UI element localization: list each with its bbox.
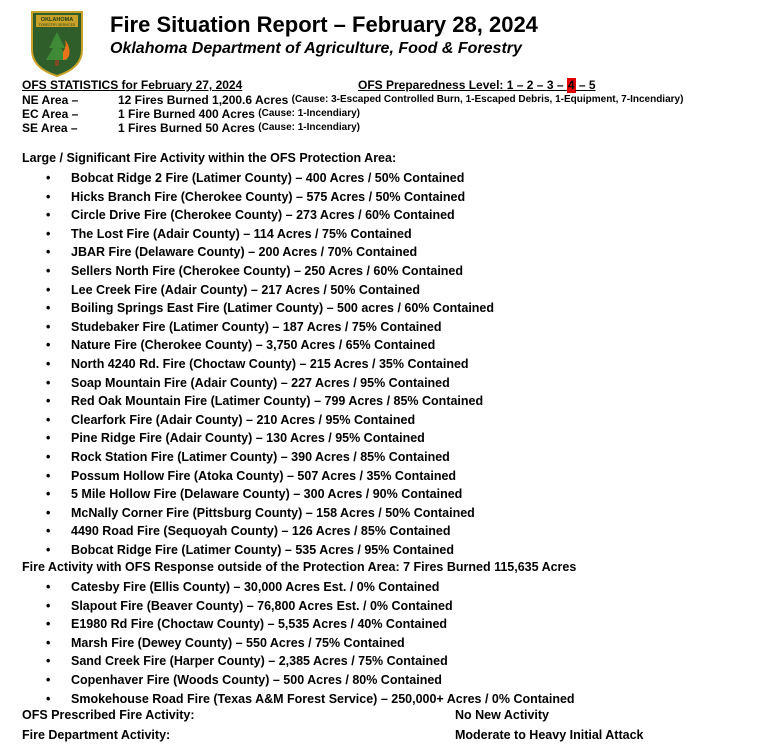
bullet-icon: • [46,468,51,483]
fire-list-item [46,485,494,504]
area-cause: (Cause: 3-Escaped Controlled Burn, 1-Escaped Debris, 1-Equipment, 7-Incendiary) [291,94,684,105]
fire-entry: Marsh Fire (Dewey County) – 550 Acres / 75% Contained [71,635,405,650]
fire-entry: Possum Hollow Fire (Atoka County) – 507 Acres / 35% Contained [71,468,457,483]
fire-list-item [46,522,494,541]
bullet-icon: • [46,301,51,316]
bullet-icon: • [46,319,51,334]
bullet-icon: • [46,338,51,353]
report-subtitle: Oklahoma Department of Agriculture, Food & Forestry [110,40,522,57]
fire-list-item [46,652,575,671]
bullet-icon: • [46,171,51,185]
outside-area-heading: Fire Activity with OFS Response outside of the Protection Area: 7 Fires Burned 115,635 Acres [22,560,577,574]
report-title: Fire Situation Report – February 28, 2024 [110,12,538,37]
fire-entry: Lee Creek Fire (Adair County) – 217 Acres / 50% Contained [71,282,420,297]
svg-text:OKLAHOMA: OKLAHOMA [40,17,74,23]
fire-list-item [46,634,575,653]
ofs-logo [30,10,84,78]
fire-entry: Smokehouse Road Fire (Texas A&M Forest Service) – 250,000+ Acres / 0% Contained [71,691,575,706]
bullet-icon: • [46,394,51,409]
preparedness-label: OFS Preparedness Level: [358,78,504,92]
area-summary: 1 Fires Burned 50 Acres [118,121,255,135]
area-cause: (Cause: 1-Incendiary) [258,108,360,119]
area-name: SE Area – [22,121,78,135]
fire-list-item [46,392,494,411]
fire-entry: 5 Mile Hollow Fire (Delaware County) – 300 Acres / 90% Contained [71,487,463,502]
bullet-icon: • [46,431,51,446]
bullet-icon: • [46,208,51,223]
fire-list-item [46,206,494,225]
area-summary: 12 Fires Burned 1,200.6 Acres [118,93,289,107]
fire-entry: Bobcat Ridge Fire (Latimer County) – 535 Acres / 95% Contained [71,542,454,557]
svg-text:FORESTRY SERVICES: FORESTRY SERVICES [38,23,76,27]
area-cause: (Cause: 1-Incendiary) [258,122,360,133]
fire-entry: McNally Corner Fire (Pittsburg County) – 158 Acres / 50% Contained [71,505,475,520]
outside-fire-list [46,578,575,708]
fire-entry: Soap Mountain Fire (Adair County) – 227 Acres / 95% Contained [71,375,450,390]
bullet-icon: • [46,412,51,427]
protection-fire-list [46,169,494,559]
area-row-ec [22,107,683,121]
bullet-icon: • [46,505,51,520]
fire-entry: Rock Station Fire (Latimer County) – 390 Acres / 85% Contained [71,449,450,464]
bullet-icon: • [46,635,51,650]
bullet-icon: • [46,375,51,390]
department-label: Fire Department Activity: [22,728,171,742]
fire-entry: Sellers North Fire (Cherokee County) – 250 Acres / 60% Contained [71,263,464,278]
bullet-icon: • [46,189,51,204]
area-row-ne [22,93,683,107]
fire-list-item [46,541,494,560]
fire-entry: Red Oak Mountain Fire (Latimer County) – 799 Acres / 85% Contained [71,394,484,409]
fire-entry: Nature Fire (Cherokee County) – 3,750 Acres / 65% Contained [71,338,436,353]
level-5: 5 [588,78,596,92]
level-1: 1 [506,78,514,92]
bullet-icon: • [46,691,51,706]
bullet-icon: • [46,598,51,613]
area-name: NE Area – [22,93,79,107]
fire-list-item [46,578,575,597]
fire-entry: The Lost Fire (Adair County) – 114 Acres / 75% Contained [71,226,412,241]
bullet-icon: • [46,654,51,669]
fire-entry: Sand Creek Fire (Harper County) – 2,385 Acres / 75% Contained [71,654,448,669]
fire-list-item [46,318,494,337]
bullet-icon: • [46,356,51,371]
protection-area-heading: Large / Significant Fire Activity within the OFS Protection Area: [22,151,397,165]
bullet-icon: • [46,617,51,632]
fire-list-item [46,374,494,393]
fire-list-item [46,355,494,374]
stats-header [22,78,683,93]
fire-list-item [46,188,494,207]
fire-entry: Circle Drive Fire (Cherokee County) – 273 Acres / 60% Contained [71,208,455,223]
bullet-icon: • [46,524,51,539]
bullet-icon: • [46,245,51,260]
area-name: EC Area – [22,107,79,121]
fire-entry: Clearfork Fire (Adair County) – 210 Acres / 95% Contained [71,412,416,427]
fire-entry: Catesby Fire (Ellis County) – 30,000 Acres Est. / 0% Contained [71,580,440,594]
fire-list-item [46,243,494,262]
fire-list-item [46,429,494,448]
bullet-icon: • [46,672,51,687]
bullet-icon: • [46,226,51,241]
bullet-icon: • [46,263,51,278]
fire-list-item [46,615,575,634]
fire-entry: Studebaker Fire (Latimer County) – 187 Acres / 75% Contained [71,319,442,334]
fire-entry: North 4240 Rd. Fire (Choctaw County) – 215 Acres / 35% Contained [71,356,469,371]
fire-list-item [46,225,494,244]
fire-list-item [46,262,494,281]
fire-department-row [22,728,643,742]
prescribed-value: No New Activity [455,708,550,722]
ofs-statistics [22,78,683,135]
bullet-icon: • [46,282,51,297]
preparedness-level: OFS Preparedness Level: 1 – 2 – 3 – 4 – 5 [358,78,596,92]
area-row-se [22,121,683,135]
bullet-icon: • [46,487,51,502]
fire-entry: Hicks Branch Fire (Cherokee County) – 575 Acres / 50% Contained [71,189,466,204]
fire-entry: Slapout Fire (Beaver County) – 76,800 Acres Est. / 0% Contained [71,598,453,613]
level-4-active: 4 [567,78,575,92]
level-3: 3 [546,78,554,92]
bullet-icon: • [46,449,51,464]
bullet-icon: • [46,542,51,557]
level-2: 2 [526,78,534,92]
area-summary: 1 Fire Burned 400 Acres [118,107,255,121]
bullet-icon: • [46,580,51,594]
prescribed-fire-row [22,708,549,722]
fire-entry: Copenhaver Fire (Woods County) – 500 Acres / 80% Contained [71,672,442,687]
fire-entry: 4490 Road Fire (Sequoyah County) – 126 Acres / 85% Contained [71,524,451,539]
fire-entry: JBAR Fire (Delaware County) – 200 Acres / 70% Contained [71,245,418,260]
fire-list-item [46,411,494,430]
fire-entry: Bobcat Ridge 2 Fire (Latimer County) – 400 Acres / 50% Contained [71,171,465,185]
stats-heading: OFS STATISTICS for February 27, 2024 [22,78,243,92]
fire-list-item [46,467,494,486]
fire-entry: E1980 Rd Fire (Choctaw County) – 5,535 Acres / 40% Contained [71,617,448,632]
fire-list-item [46,504,494,523]
department-value: Moderate to Heavy Initial Attack [455,728,644,742]
fire-list-item [46,281,494,300]
fire-list-item [46,448,494,467]
fire-list-item [46,336,494,355]
fire-list-item [46,597,575,616]
fire-entry: Boiling Springs East Fire (Latimer County) – 500 acres / 60% Contained [71,301,495,316]
prescribed-label: OFS Prescribed Fire Activity: [22,708,195,722]
fire-entry: Pine Ridge Fire (Adair County) – 130 Acres / 95% Contained [71,431,425,446]
fire-list-item [46,671,575,690]
fire-list-item [46,169,494,188]
fire-list-item [46,299,494,318]
fire-list-item [46,690,575,709]
